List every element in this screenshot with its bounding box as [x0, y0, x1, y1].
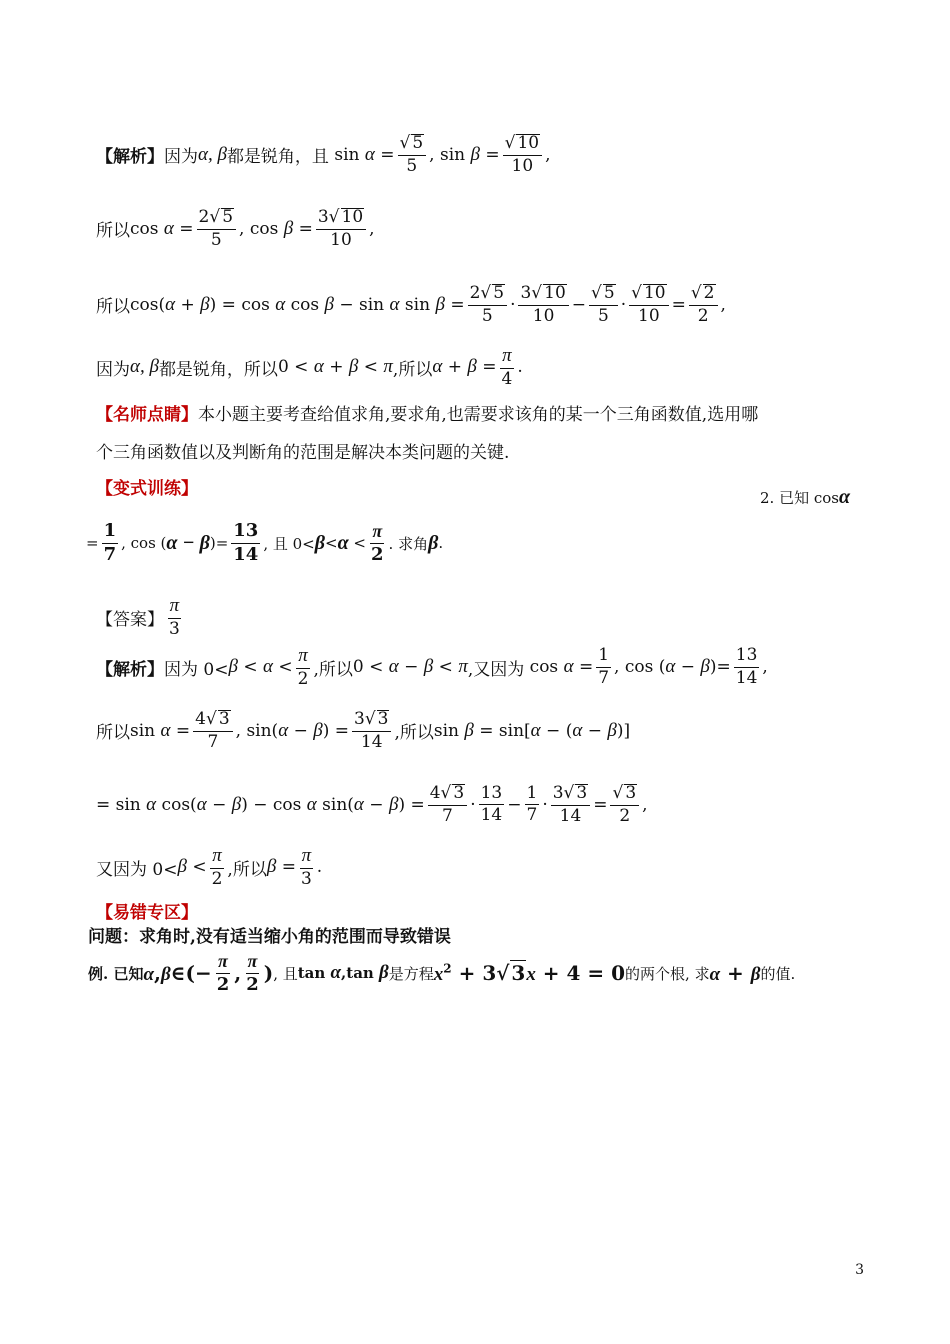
fraction: $\frac{\pi}{2}$	[371, 521, 384, 565]
tips-text: 个三角函数值以及判断角的范围是解决本类问题的关键.	[96, 443, 510, 463]
analysis-line-2	[96, 208, 375, 250]
text: , cos (	[121, 534, 167, 553]
math: $x^2 + 3√$ 3x + 4 = 0	[433, 961, 626, 986]
fraction: $\frac{2√ 5}{5}$	[468, 284, 507, 326]
fraction: $\frac{√ 10}{10}$	[503, 134, 542, 176]
math: ·	[542, 794, 548, 815]
text: 所以	[96, 297, 130, 318]
variant-heading	[96, 474, 198, 499]
text: 所以	[96, 723, 130, 744]
analysis2-line-1	[96, 646, 768, 689]
math: sin β = sin[α − (α − β)]	[433, 719, 631, 741]
fraction: $\frac{1}{7}$	[526, 782, 538, 826]
fraction: $\frac{\pi}{3}$	[169, 595, 180, 639]
math: 0 < α + β < π	[277, 356, 393, 378]
math: β < α <	[228, 656, 293, 678]
math: sin α =	[328, 143, 395, 165]
fraction: $\frac{\pi}{2}$	[246, 951, 259, 995]
math: β	[314, 531, 325, 554]
text: ,所以	[313, 659, 353, 680]
math: = sin α cos(α − β) − cos α sin(α − β) =	[96, 793, 425, 815]
math: α	[838, 486, 851, 508]
math: −	[571, 294, 587, 315]
math: −	[507, 794, 522, 815]
tips-line-2	[96, 438, 509, 463]
problem-text: 问题：求角时,没有适当缩小角的范围而导致错误	[88, 927, 451, 947]
mistake-heading	[96, 898, 198, 923]
analysis-line-3	[96, 284, 726, 326]
text: 因为	[96, 359, 130, 380]
analysis2-line-2	[96, 710, 630, 752]
text: . 求角	[388, 534, 429, 553]
math: α,β∈(−	[143, 960, 212, 985]
text: 的值.	[760, 964, 796, 983]
fraction: $\frac{\pi}{2}$	[216, 951, 230, 995]
text: , 且	[273, 964, 298, 983]
text: )=	[209, 534, 229, 553]
answer-line	[96, 596, 185, 639]
mistake-problem	[88, 922, 451, 947]
math: , cos β =	[239, 217, 313, 239]
fraction: $\frac{4√ 3}{7}$	[193, 710, 232, 752]
math: ·	[510, 294, 516, 315]
text: ,所以	[227, 859, 267, 880]
math: .	[316, 857, 323, 878]
fraction: $\frac{\pi}{3}$	[300, 845, 312, 889]
answer-tag: 【答案】	[96, 609, 164, 630]
fraction: $\frac{3√ 10}{10}$	[316, 208, 366, 250]
fraction: $\frac{1}{7}$	[103, 520, 117, 565]
text: 因为 0<	[164, 659, 229, 680]
fraction: $\frac{13}{14}$	[233, 520, 259, 565]
text: =	[86, 534, 99, 553]
math: , cos (α − β)=	[614, 656, 731, 678]
tips-text: 本小题主要考查给值求角,要求角,也需要求该角的某一个三角函数值,选用哪	[198, 405, 759, 425]
fraction: $\frac{\pi}{4}$	[501, 345, 513, 389]
math: ,	[234, 961, 242, 986]
fraction: $\frac{4√ 3}{7}$	[428, 784, 467, 826]
text: 2. 已知 cos	[760, 489, 839, 507]
math: α	[337, 531, 349, 554]
text: 又因为 0<	[96, 859, 178, 880]
math: ,	[762, 657, 768, 678]
variant-question-line: = $\frac{1}{7}$ , cos ( α − β )= $\frac{13}{14}$ , 且 0< β < α < $\frac{\pi}{2}$ . 求角 β .	[86, 520, 444, 565]
text: 所以	[96, 221, 130, 242]
math: α + β	[709, 960, 761, 985]
math: β =	[266, 856, 296, 878]
variant-question-prefix	[760, 486, 850, 509]
text: 是方程	[388, 964, 434, 983]
math: ·	[470, 794, 476, 815]
variant-tag: 【变式训练】	[96, 479, 198, 499]
fraction: $\frac{1}{7}$	[598, 645, 610, 688]
analysis-tag: 【解析】	[96, 659, 164, 680]
example-line	[88, 952, 795, 995]
math: β	[428, 531, 439, 554]
math: .	[517, 357, 523, 378]
math: 0 < α − β < π	[352, 656, 468, 678]
math: α − β	[166, 531, 210, 554]
text: ,又因为	[467, 659, 525, 680]
fraction: $\frac{\pi}{2}$	[211, 845, 223, 889]
text: ,所以	[392, 359, 433, 380]
analysis-line-4	[96, 346, 523, 389]
math: sin α =	[130, 719, 191, 741]
fraction: $\frac{3√ 3}{14}$	[551, 784, 590, 826]
text: 都是锐角，且	[226, 147, 329, 168]
math: =	[593, 794, 608, 815]
math: ·	[620, 294, 627, 315]
text: 因为	[164, 147, 198, 168]
fraction: $\frac{√ 5}{5}$	[589, 284, 618, 326]
fraction: $\frac{√ 5}{5}$	[398, 134, 427, 176]
math: =	[671, 294, 686, 315]
math: ,	[642, 794, 648, 815]
fraction: $\frac{13}{14}$	[480, 782, 503, 826]
math: β <	[177, 856, 207, 878]
fraction: $\frac{√ 2}{2}$	[689, 284, 718, 326]
math: α + β =	[432, 356, 497, 378]
mistake-tag: 【易错专区】	[96, 903, 198, 923]
math: ,	[720, 294, 726, 315]
tips-line-1	[96, 400, 758, 425]
page-number: 3	[855, 1262, 864, 1278]
math: cos α =	[130, 217, 194, 239]
text: , 且 0<	[263, 534, 315, 553]
fraction: $\frac{\pi}{2}$	[297, 645, 309, 689]
fraction: $\frac{13}{14}$	[735, 645, 758, 688]
math: )	[263, 961, 274, 986]
math: ,	[545, 144, 551, 165]
text: 例. 已知	[88, 964, 144, 983]
fraction: $\frac{√ 3}{2}$	[610, 784, 639, 826]
math: cos(α + β) = cos α cos β − sin α sin β =	[130, 293, 465, 315]
fraction: $\frac{√ 10}{10}$	[629, 284, 668, 326]
math: ,	[369, 218, 375, 239]
fraction: $\frac{3√ 3}{14}$	[352, 710, 391, 752]
math: , sin(α − β) =	[235, 719, 349, 741]
fraction: $\frac{2√ 5}{5}$	[197, 208, 236, 250]
math: , sin β =	[429, 143, 500, 165]
text: 都是锐角，所以	[158, 359, 278, 380]
analysis2-line-4	[96, 846, 322, 889]
text: 的两个根, 求	[625, 964, 710, 983]
fraction: $\frac{3√ 10}{10}$	[518, 284, 568, 326]
tips-tag: 【名师点睛】	[96, 405, 198, 425]
math: α, β	[130, 356, 159, 378]
math: tan α,tan β	[297, 962, 389, 984]
analysis-line-1	[96, 134, 551, 176]
analysis-tag: 【解析】	[96, 147, 164, 168]
text: ,所以	[394, 723, 434, 744]
math: cos α =	[524, 656, 594, 678]
math: α, β	[198, 143, 227, 165]
analysis2-line-3	[96, 784, 648, 826]
